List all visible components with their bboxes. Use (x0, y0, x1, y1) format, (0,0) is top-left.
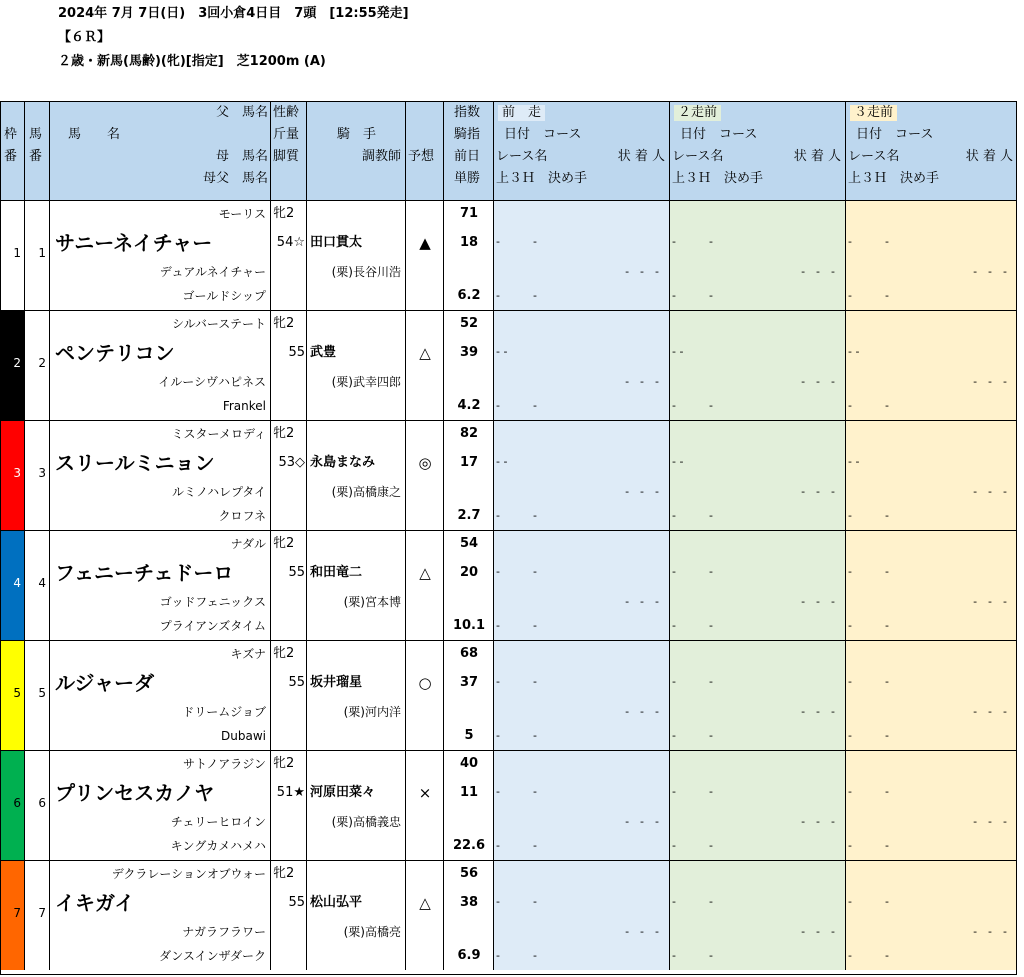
sex-age: 牝2 (273, 316, 295, 331)
umaban-number: 1 (38, 246, 46, 260)
prev-last3f: - - (848, 289, 889, 302)
sex-age: 牝2 (273, 426, 295, 441)
win-odds: 2.7 (457, 508, 481, 523)
prev-date-course: - - (496, 345, 508, 358)
col-header-text: 番 (29, 149, 43, 164)
horse-cell (49, 420, 270, 530)
sire-name: シルバーステート (171, 317, 266, 331)
index-value: 82 (459, 426, 479, 441)
prev-last3f: - - (672, 289, 713, 302)
jockey-cell (306, 860, 405, 970)
jockey-name: 田口貫太 (310, 235, 363, 250)
prev-race-1-cell (493, 750, 669, 860)
prev-race-1-cell (493, 310, 669, 420)
prev-last3f: - - (496, 399, 537, 412)
prev-race-3-cell (845, 420, 1017, 530)
umaban-number: 3 (38, 466, 46, 480)
prev-stats: - - - (973, 815, 1007, 828)
sexage-cell (270, 750, 306, 860)
horse-name: スリールミニョン (55, 451, 215, 475)
jockey-name: 永島まなみ (310, 455, 376, 470)
jockey-index-value: 18 (459, 235, 479, 250)
col-header-prev-3 (845, 101, 1017, 200)
win-odds: 6.9 (457, 948, 481, 963)
umaban-cell (24, 310, 49, 420)
prev-date-course: - - (848, 785, 889, 798)
col-header-text: 父 馬名 (215, 105, 268, 120)
carried-weight: 55 (288, 565, 305, 580)
index-value: 54 (459, 536, 479, 551)
race-conditions: ２歳・新馬(馬齢)(牝)[指定] 芝1200m (A) (58, 54, 326, 69)
prev-last3f: - - (848, 399, 889, 412)
horse-cell (49, 640, 270, 750)
waku-number: 6 (13, 796, 21, 810)
index-cell (443, 530, 493, 640)
prev-last3f: - - (848, 729, 889, 742)
race-card-table (0, 101, 1017, 975)
col-header-text: レース名 (672, 149, 724, 164)
prev-stats: - - - (801, 485, 835, 498)
sire-name: デクラレーションオブウォー (111, 867, 266, 881)
sexage-cell (270, 310, 306, 420)
prediction-mark: × (418, 784, 432, 802)
prev-date-course: - - (672, 675, 713, 688)
prev-last3f: - - (496, 289, 537, 302)
waku-number: 2 (13, 356, 21, 370)
sire-name: ミスターメロディ (171, 427, 266, 441)
col-header-horse (49, 101, 270, 200)
horse-cell (49, 530, 270, 640)
broodmare-sire-name: キングカメハメハ (170, 839, 266, 853)
col-header-text: 母父 馬名 (202, 171, 268, 186)
dam-name: ドリームジョブ (182, 705, 266, 719)
prev-race-3-cell (845, 750, 1017, 860)
prev-stats: - - - (801, 265, 835, 278)
prediction-mark: ▲ (419, 234, 431, 252)
sire-name: モーリス (218, 207, 266, 221)
horse-cell (49, 310, 270, 420)
trainer-name: (栗)長谷川浩 (331, 265, 401, 279)
prev-date-course: - - (848, 675, 889, 688)
col-header-text: 騎指 (454, 127, 481, 142)
horse-cell (49, 860, 270, 970)
prev-race-2-cell (669, 420, 845, 530)
broodmare-sire-name: プライアンズタイム (159, 619, 266, 633)
waku-cell (0, 310, 24, 420)
horse-name: ルジャーダ (55, 671, 155, 695)
win-odds: 4.2 (457, 398, 481, 413)
win-odds: 10.1 (452, 618, 486, 633)
prev-date-course: - - (496, 895, 537, 908)
prev-stats: - - - (801, 925, 835, 938)
carried-weight: 55 (288, 895, 305, 910)
horse-name: ペンテリコン (55, 341, 175, 365)
broodmare-sire-name: Dubawi (221, 729, 266, 743)
prev-race-3-cell (845, 860, 1017, 970)
waku-cell (0, 860, 24, 970)
index-cell (443, 420, 493, 530)
waku-cell (0, 640, 24, 750)
prev-race-2-cell (669, 750, 845, 860)
prev-last3f: - - (848, 619, 889, 632)
prev-race-3-cell (845, 200, 1017, 310)
col-header-umaban (24, 101, 49, 200)
prev-stats: - - - (973, 265, 1007, 278)
carried-weight: 54☆ (276, 235, 305, 250)
yoso-cell (405, 420, 443, 530)
index-value: 71 (459, 206, 479, 221)
dam-name: ナガラフラワー (182, 925, 266, 939)
prev-race-1-cell (493, 860, 669, 970)
col-header-prev-1 (493, 101, 669, 200)
sex-age: 牝2 (273, 756, 295, 771)
prev-race-1-cell (493, 420, 669, 530)
prev-last3f: - - (496, 619, 537, 632)
umaban-number: 7 (38, 906, 46, 920)
prev-race-1-cell (493, 200, 669, 310)
sire-name: サトノアラジン (183, 757, 266, 771)
prev-stats: - - - (625, 705, 659, 718)
prev-date-course: - - (672, 785, 713, 798)
col-header-text: 騎 手 (337, 127, 377, 142)
prev-stats: - - - (625, 375, 659, 388)
prev-stats: - - - (801, 375, 835, 388)
yoso-cell (405, 200, 443, 310)
race-number: 【６Ｒ】 (58, 30, 111, 45)
prev-race-3-cell (845, 530, 1017, 640)
prev-date-course: - - (672, 565, 713, 578)
col-header-text: レース名 (496, 149, 548, 164)
prev-date-course: - - (848, 455, 860, 468)
prev-race-3-cell (845, 310, 1017, 420)
win-odds: 6.2 (457, 288, 481, 303)
prev-race-1-cell (493, 530, 669, 640)
col-header-text: 馬 名 (68, 127, 121, 142)
prev-race-2-cell (669, 640, 845, 750)
prev-race-title: 前 走 (498, 105, 545, 121)
yoso-cell (405, 860, 443, 970)
horse-name: プリンセスカノヤ (55, 781, 215, 805)
dam-name: イルーシヴハピネス (158, 375, 266, 389)
yoso-cell (405, 640, 443, 750)
index-cell (443, 310, 493, 420)
broodmare-sire-name: ゴールドシップ (182, 289, 266, 303)
index-cell (443, 200, 493, 310)
yoso-cell (405, 310, 443, 420)
win-odds: 5 (464, 728, 474, 743)
col-header-text: 上３Ｈ 決め手 (496, 171, 588, 186)
sex-age: 牝2 (273, 866, 295, 881)
col-header-sexage (270, 101, 306, 200)
jockey-name: 和田竜二 (310, 565, 363, 580)
prev-date-course: - - (848, 235, 889, 248)
prev-last3f: - - (496, 949, 537, 962)
carried-weight: 55 (288, 675, 305, 690)
prev-last3f: - - (672, 619, 713, 632)
index-value: 68 (459, 646, 479, 661)
prev-stats: - - - (625, 485, 659, 498)
jockey-name: 松山弘平 (310, 895, 363, 910)
col-header-text: 上３Ｈ 決め手 (848, 171, 940, 186)
jockey-name: 河原田菜々 (310, 785, 376, 800)
horse-cell (49, 200, 270, 310)
jockey-index-value: 11 (459, 785, 479, 800)
trainer-name: (栗)高橋康之 (331, 485, 401, 499)
prev-stats: - - - (973, 375, 1007, 388)
waku-number: 5 (13, 686, 21, 700)
jockey-index-value: 17 (459, 455, 479, 470)
prev-last3f: - - (848, 949, 889, 962)
yoso-cell (405, 530, 443, 640)
sire-name: キズナ (230, 647, 266, 661)
jockey-cell (306, 200, 405, 310)
col-header-text: 前日 (454, 149, 481, 164)
trainer-name: (栗)高橋義忠 (331, 815, 401, 829)
col-header-jockey (306, 101, 405, 200)
prev-last3f: - - (672, 509, 713, 522)
dam-name: チェリーヒロイン (170, 815, 266, 829)
col-header-text: 馬 (29, 127, 43, 142)
prev-date-course: - - (496, 785, 537, 798)
prediction-mark: △ (419, 894, 431, 912)
sexage-cell (270, 200, 306, 310)
prev-stats: - - - (801, 815, 835, 828)
jockey-name: 武豊 (310, 345, 337, 360)
col-header-index (443, 101, 493, 200)
prev-last3f: - - (672, 949, 713, 962)
jockey-index-value: 20 (459, 565, 479, 580)
prediction-mark: ◎ (418, 454, 432, 472)
umaban-cell (24, 200, 49, 310)
prev-date-course: - - (672, 455, 684, 468)
prev-race-title: ２走前 (674, 105, 721, 121)
col-header-text: 調教師 (361, 149, 401, 164)
prev-race-3-cell (845, 640, 1017, 750)
prev-stats: - - - (625, 595, 659, 608)
horse-name: イキガイ (55, 891, 135, 915)
col-header-yoso (405, 101, 443, 200)
sexage-cell (270, 640, 306, 750)
trainer-name: (栗)高橋亮 (343, 925, 401, 939)
carried-weight: 55 (288, 345, 305, 360)
jockey-cell (306, 530, 405, 640)
race-date-line: 2024年 7月 7日(日) 3回小倉4日目 7頭 [12:55発走] (58, 6, 409, 21)
prev-date-course: - - (496, 565, 537, 578)
umaban-cell (24, 860, 49, 970)
trainer-name: (栗)河内洋 (343, 705, 401, 719)
sex-age: 牝2 (273, 536, 295, 551)
umaban-cell (24, 640, 49, 750)
prev-stats: - - - (973, 925, 1007, 938)
sex-age: 牝2 (273, 646, 295, 661)
prev-stats: - - - (973, 595, 1007, 608)
index-cell (443, 640, 493, 750)
col-header-text: 日付 コース (856, 127, 934, 142)
col-header-text: 脚質 (273, 149, 300, 164)
col-header-text: 指数 (454, 105, 481, 120)
waku-cell (0, 750, 24, 860)
prev-stats: - - - (625, 925, 659, 938)
trainer-name: (栗)武幸四郎 (331, 375, 401, 389)
col-header-prev-2 (669, 101, 845, 200)
prev-last3f: - - (496, 509, 537, 522)
sexage-cell (270, 530, 306, 640)
sexage-cell (270, 420, 306, 530)
umaban-cell (24, 530, 49, 640)
broodmare-sire-name: クロフネ (218, 509, 266, 523)
col-header-text: 枠 (4, 127, 18, 142)
jockey-cell (306, 640, 405, 750)
carried-weight: 51★ (276, 785, 305, 800)
prev-date-course: - - (672, 345, 684, 358)
index-value: 56 (459, 866, 479, 881)
prev-race-2-cell (669, 310, 845, 420)
prediction-mark: △ (419, 564, 431, 582)
waku-number: 1 (13, 246, 21, 260)
index-value: 52 (459, 316, 479, 331)
col-header-text: 性齢 (273, 105, 300, 120)
broodmare-sire-name: Frankel (222, 399, 266, 413)
col-header-text: 母 馬名 (215, 149, 268, 164)
index-cell (443, 860, 493, 970)
col-header-text: 上３Ｈ 決め手 (672, 171, 764, 186)
umaban-cell (24, 420, 49, 530)
jockey-cell (306, 750, 405, 860)
waku-number: 4 (13, 576, 21, 590)
horse-name: サニーネイチャー (55, 231, 213, 255)
jockey-cell (306, 310, 405, 420)
prev-race-title: ３走前 (850, 105, 897, 121)
win-odds: 22.6 (452, 838, 486, 853)
prev-race-1-cell (493, 640, 669, 750)
index-cell (443, 750, 493, 860)
prediction-mark: ○ (418, 674, 432, 692)
prev-race-2-cell (669, 200, 845, 310)
prev-date-course: - - (672, 235, 713, 248)
prev-last3f: - - (672, 839, 713, 852)
sex-age: 牝2 (273, 206, 295, 221)
prev-race-2-cell (669, 860, 845, 970)
prev-date-course: - - (672, 895, 713, 908)
umaban-number: 2 (38, 356, 46, 370)
carried-weight: 53◇ (278, 455, 305, 470)
dam-name: ルミノハレプタイ (172, 485, 266, 499)
sire-name: ナダル (230, 537, 266, 551)
prev-race-2-cell (669, 530, 845, 640)
col-header-text: 斤量 (273, 127, 300, 142)
jockey-name: 坂井瑠星 (310, 675, 363, 690)
col-header-text: 状 着 人 (617, 149, 665, 164)
prev-date-course: - - (848, 345, 860, 358)
prev-last3f: - - (496, 729, 537, 742)
col-header-text: 予想 (408, 149, 435, 164)
dam-name: ゴッドフェニックス (159, 595, 266, 609)
umaban-number: 4 (38, 576, 46, 590)
prev-date-course: - - (848, 895, 889, 908)
col-header-text: 状 着 人 (965, 149, 1013, 164)
col-header-text: 日付 コース (680, 127, 758, 142)
prev-last3f: - - (672, 399, 713, 412)
prev-stats: - - - (801, 595, 835, 608)
col-header-waku (0, 101, 24, 200)
col-header-text: 状 着 人 (793, 149, 841, 164)
index-value: 40 (459, 756, 479, 771)
prev-stats: - - - (625, 815, 659, 828)
prev-last3f: - - (848, 509, 889, 522)
umaban-number: 5 (38, 686, 46, 700)
prev-stats: - - - (625, 265, 659, 278)
jockey-index-value: 39 (459, 345, 479, 360)
jockey-cell (306, 420, 405, 530)
prev-date-course: - - (496, 675, 537, 688)
prev-stats: - - - (973, 705, 1007, 718)
waku-number: 3 (13, 466, 21, 480)
col-header-text: 番 (4, 149, 18, 164)
prediction-mark: △ (419, 344, 431, 362)
col-header-text: 単勝 (454, 171, 481, 186)
col-header-text: レース名 (848, 149, 900, 164)
prev-stats: - - - (801, 705, 835, 718)
waku-cell (0, 200, 24, 310)
horse-cell (49, 750, 270, 860)
col-header-text: 日付 コース (504, 127, 582, 142)
dam-name: デュアルネイチャー (159, 265, 266, 279)
jockey-index-value: 38 (459, 895, 479, 910)
sexage-cell (270, 860, 306, 970)
horse-name: フェニーチェドーロ (55, 561, 234, 585)
prev-last3f: - - (848, 839, 889, 852)
umaban-cell (24, 750, 49, 860)
trainer-name: (栗)宮本博 (343, 595, 401, 609)
prev-date-course: - - (496, 235, 537, 248)
prev-date-course: - - (496, 455, 508, 468)
broodmare-sire-name: ダンスインザダーク (159, 949, 266, 963)
umaban-number: 6 (38, 796, 46, 810)
prev-last3f: - - (672, 729, 713, 742)
waku-cell (0, 420, 24, 530)
jockey-index-value: 37 (459, 675, 479, 690)
prev-stats: - - - (973, 485, 1007, 498)
waku-number: 7 (13, 906, 21, 920)
prev-date-course: - - (848, 565, 889, 578)
prev-last3f: - - (496, 839, 537, 852)
yoso-cell (405, 750, 443, 860)
waku-cell (0, 530, 24, 640)
